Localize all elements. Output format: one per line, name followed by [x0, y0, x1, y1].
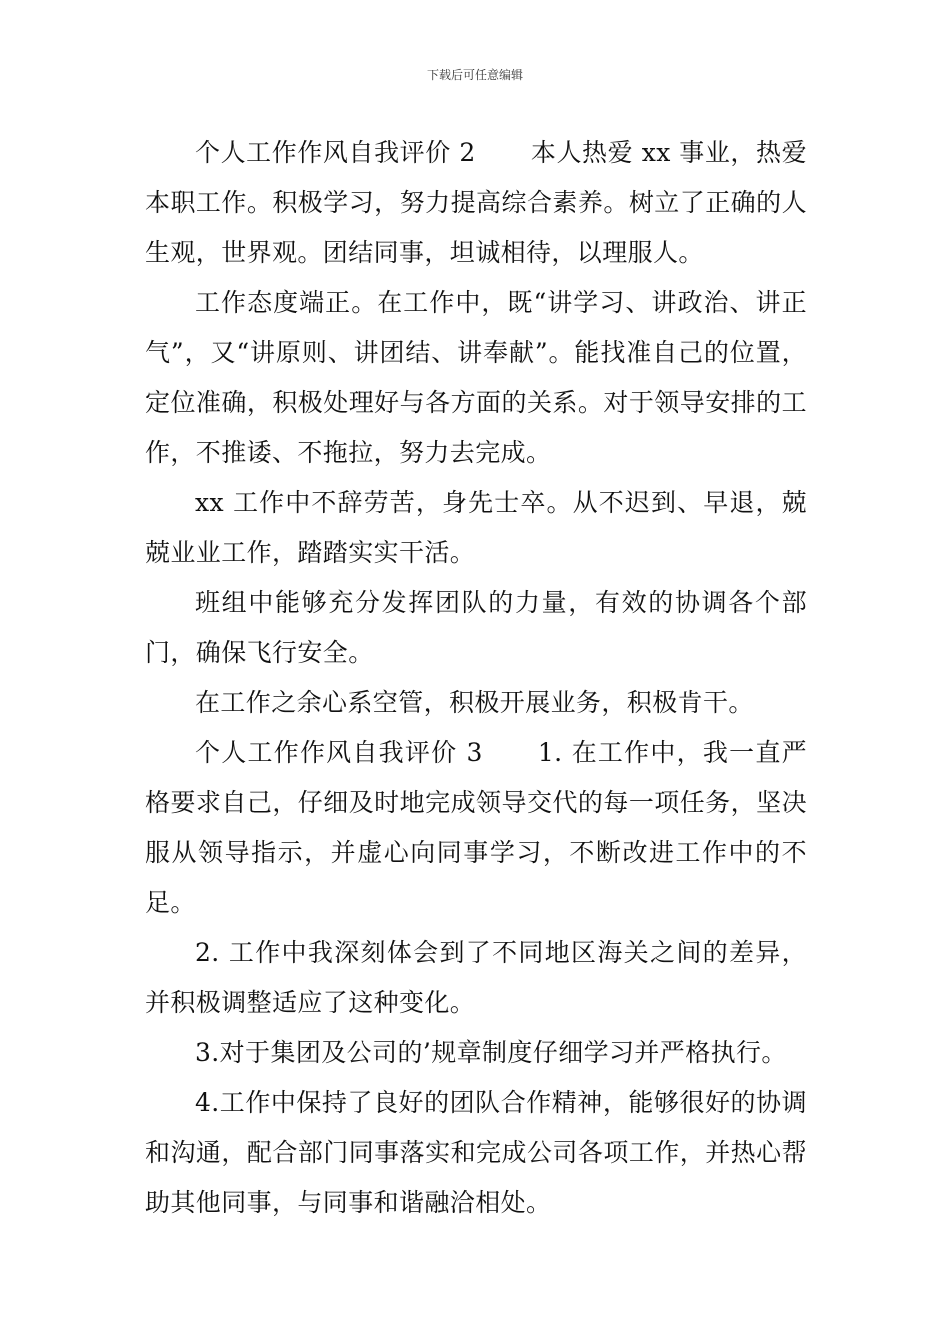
document-body [145, 128, 807, 1228]
paragraph-1 [145, 128, 807, 278]
paragraph-text: 本人热爱 xx 事业，热爱本职工作。积极学习，努力提高综合素养。树立了正确的人生观，世界观。团结同事，坦诚相待，以理服人。 [145, 138, 808, 267]
paragraph-7: 2. 工作中我深刻体会到了不同地区海关之间的差异，并积极调整适应了这种变化。 [145, 938, 807, 1017]
section-heading-2: 个人工作作风自我评价 2 [195, 138, 476, 167]
section-heading-3: 个人工作作风自我评价 3 [195, 738, 483, 767]
paragraph-8: 3.对于集团及公司的’规章制度仔细学习并严格执行。 [195, 1038, 787, 1067]
header-note: 下载后可任意编辑 [426, 68, 523, 82]
paragraph-5: 在工作之余心系空管，积极开展业务，积极肯干。 [195, 688, 754, 717]
paragraph-6 [145, 728, 807, 928]
paragraph-9: 4.工作中保持了良好的团队合作精神，能够很好的协调和沟通，配合部门同事落实和完成公司各项工作，并热心帮助其他同事，与同事和谐融洽相处。 [145, 1088, 807, 1217]
paragraph-text: 1. 在工作中，我一直严格要求自己，仔细及时地完成领导交代的每一项任务，坚决服从领导指示，并虚心向同事学习，不断改进工作中的不足。 [145, 738, 807, 917]
paragraph-3: xx 工作中不辞劳苦，身先士卒。从不迟到、早退，兢兢业业工作，踏踏实实干活。 [145, 488, 807, 567]
paragraph-4: 班组中能够充分发挥团队的力量，有效的协调各个部门，确保飞行安全。 [145, 588, 807, 667]
paragraph-2: 工作态度端正。在工作中，既“讲学习、讲政治、讲正气”，又“讲原则、讲团结、讲奉献”。能找准自己的位置，定位准确，积极处理好与各方面的关系。对于领导安排的工作，不推诿、不拖拉，努力去完成。 [145, 288, 807, 467]
